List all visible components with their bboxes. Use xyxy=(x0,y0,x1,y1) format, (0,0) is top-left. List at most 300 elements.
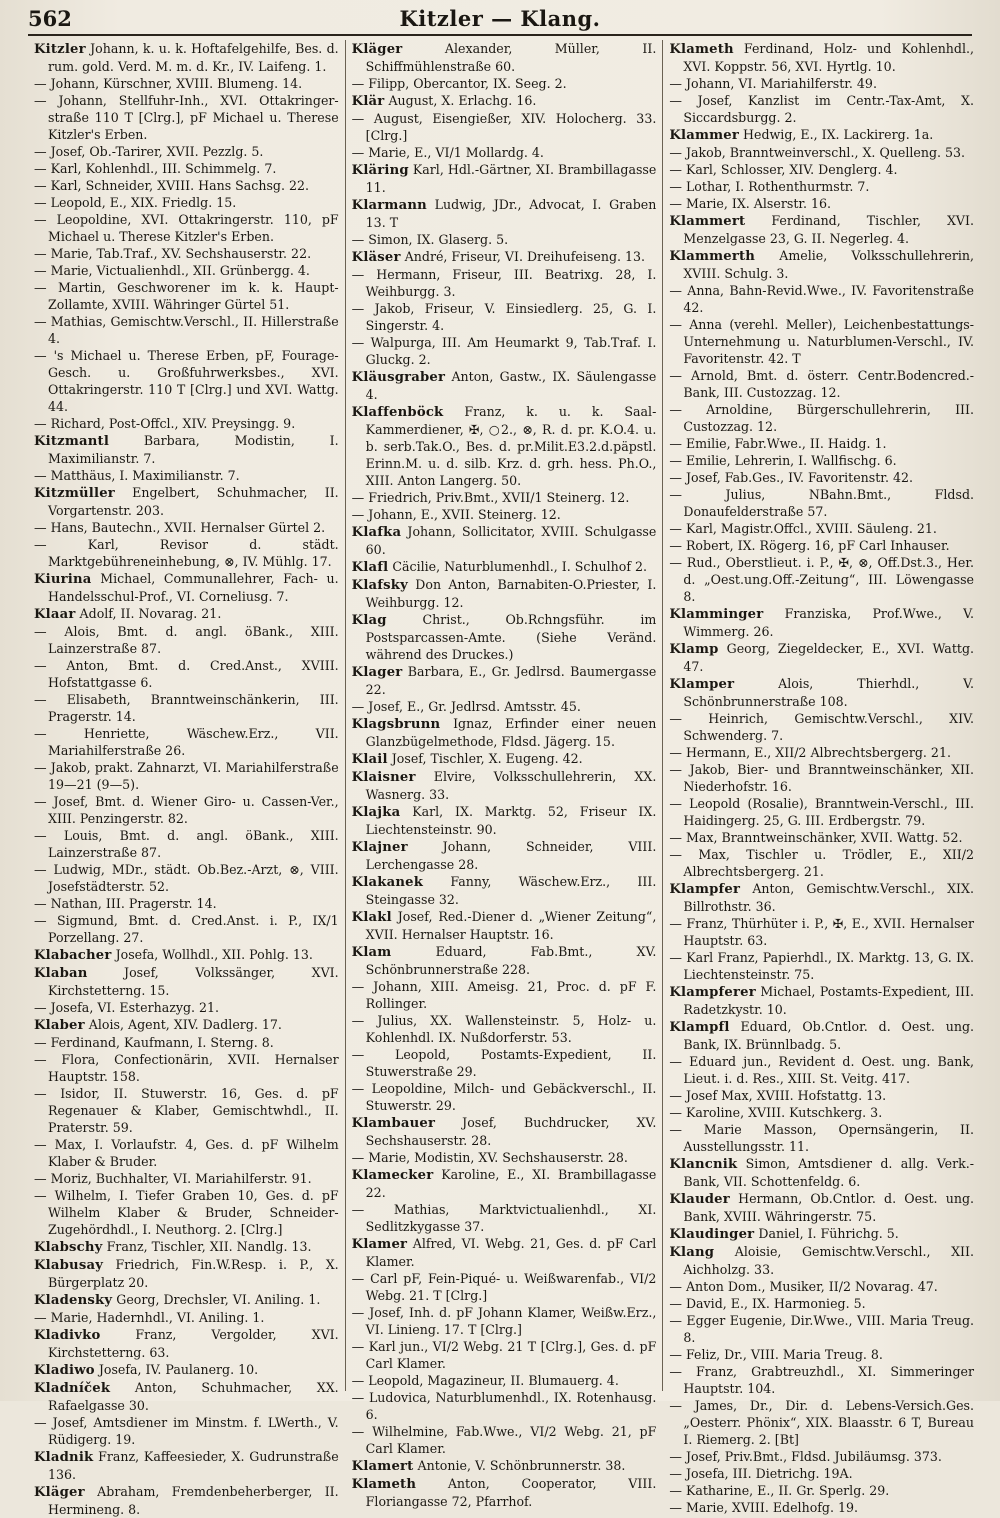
directory-entry xyxy=(352,92,657,110)
entry-text: — Emilie, Fabr.Wwe., II. Haidg. 1. xyxy=(669,436,887,451)
entry-text: Johann, k. u. k. Hoftafelgehilfe, Bes. d. rum. gold. Verd. M. m. d. Kr., IV. Laifeng. 1. xyxy=(48,41,339,74)
entry-text: Georg, Drechsler, VI. Aniling. 1. xyxy=(116,1292,321,1307)
entry-text: — Moriz, Buchhalter, VI. Mariahilferstr. 91. xyxy=(34,1171,312,1186)
entry-text: — Johann, VI. Mariahilferstr. 49. xyxy=(669,76,877,91)
directory-entry xyxy=(669,915,974,949)
entry-text: Karoline, E., XI. Brambillagasse 22. xyxy=(365,1167,657,1200)
directory-entry xyxy=(34,1085,339,1136)
directory-entry xyxy=(34,415,339,432)
directory-entry xyxy=(669,1053,974,1087)
directory-entry xyxy=(352,1475,657,1510)
entry-text: Christ., Ob.Rchngsführ. im Postsparcassen-Amte. (Siehe Veränd. während des Druckes.) xyxy=(365,612,657,662)
directory-entry xyxy=(669,1243,974,1278)
entry-text: — Josef, Fab.Ges., IV. Favoritenstr. 42. xyxy=(669,470,913,485)
entry-text: Karl, Hdl.-Gärtner, XI. Brambillagasse 11. xyxy=(365,162,657,195)
directory-entry xyxy=(669,640,974,675)
directory-entry xyxy=(669,1482,974,1499)
directory-entry xyxy=(669,1363,974,1397)
entry-text: Antonie, V. Schönbrunnerstr. 38. xyxy=(417,1458,626,1473)
directory-entry xyxy=(34,895,339,912)
directory-entry xyxy=(352,943,657,978)
directory-entry xyxy=(352,248,657,266)
entry-surname: Klajka xyxy=(351,805,401,820)
entry-text: Georg, Ziegeldecker, E., XVI. Wattg. 47. xyxy=(683,641,975,674)
entry-text: — Leopold, Postamts-Expedient, II. Stuwerstraße 29. xyxy=(351,1047,657,1079)
directory-entry xyxy=(34,432,339,467)
entry-text: Fanny, Wäschew.Erz., III. Steingasse 32. xyxy=(365,874,657,907)
entry-text: — Katharine, E., II. Gr. Sperlg. 29. xyxy=(669,1483,890,1498)
entry-text: Franz, Tischler, XII. Nandlg. 13. xyxy=(106,1239,312,1254)
directory-entry xyxy=(34,793,339,827)
entry-text: — Filipp, Obercantor, IX. Seeg. 2. xyxy=(351,76,567,91)
entry-text: Josef, Red.-Diener d. „Wiener Zeitung“, XVII. Hernalser Hauptstr. 16. xyxy=(365,909,657,942)
entry-text: Anton, Cooperator, VIII. Floriangasse 72, Pfarrhof. xyxy=(365,1476,657,1509)
directory-entry xyxy=(669,282,974,316)
directory-entry xyxy=(34,725,339,759)
directory-entry xyxy=(352,1304,657,1338)
directory-entry xyxy=(34,211,339,245)
entry-text: — Johann, Stellfuhr-Inh., XVI. Ottakringer-straße 110 T [Clrg.], pF Michael u. Therese Kitzler's Erben. xyxy=(34,93,339,142)
directory-entry xyxy=(352,1012,657,1046)
entry-text: Michael, Postamts-Expedient, III. Radetzkystr. 10. xyxy=(683,984,975,1017)
directory-entry xyxy=(352,1080,657,1114)
directory-entry xyxy=(34,536,339,570)
entry-text: — Isidor, II. Stuwerstr. 16, Ges. d. pF Regenauer & Klaber, Gemischtwhdl., II. Praterstr. 59. xyxy=(34,1086,339,1135)
directory-entry xyxy=(352,558,657,576)
directory-entry xyxy=(34,1483,339,1518)
directory-entry xyxy=(352,978,657,1012)
entry-text: — Jakob, Bier- und Branntweinschänker, XII. Niederhofstr. 16. xyxy=(669,762,975,794)
directory-entry xyxy=(352,1114,657,1149)
directory-entry xyxy=(34,623,339,657)
entry-text: — David, E., IX. Harmonieg. 5. xyxy=(669,1296,866,1311)
entry-surname: Klafl xyxy=(351,560,389,575)
entry-text: Don Anton, Barnabiten-O.Priester, I. Weihburgg. 12. xyxy=(365,577,657,610)
entry-surname: Klaban xyxy=(34,966,88,981)
entry-surname: Klambauer xyxy=(351,1116,436,1131)
entry-text: — Josef, Bmt. d. Wiener Giro- u. Cassen-Ver., XIII. Penzingerstr. 82. xyxy=(34,794,339,826)
entry-text: — Franz, Thürhüter i. P., ✠, E., XVII. Hernalser Hauptstr. 63. xyxy=(669,916,975,948)
directory-entry xyxy=(669,212,974,247)
entry-text: — Karl, Kohlenhdl., III. Schimmelg. 7. xyxy=(34,161,277,176)
entry-surname: Klakanek xyxy=(351,875,424,890)
entry-surname: Kladensky xyxy=(34,1293,113,1308)
entry-surname: Kladníček xyxy=(34,1381,111,1396)
entry-text: — Elisabeth, Branntweinschänkerin, III. Pragerstr. 14. xyxy=(34,692,339,724)
directory-entry xyxy=(669,178,974,195)
entry-surname: Klampfl xyxy=(669,1020,730,1035)
directory-entry xyxy=(669,1155,974,1190)
entry-surname: Kladivko xyxy=(34,1328,101,1343)
entry-text: Josef, Volkssänger, XVI. Kirchstetterng. 15. xyxy=(48,965,339,998)
directory-entry xyxy=(352,1457,657,1475)
entry-surname: Kläring xyxy=(351,163,409,178)
entry-surname: Klamert xyxy=(351,1459,414,1474)
entry-text: — Ludovica, Naturblumenhdl., IX. Rotenhausg. 6. xyxy=(351,1390,657,1422)
directory-entry xyxy=(352,873,657,908)
entry-surname: Kitzmüller xyxy=(34,486,115,501)
column-3 xyxy=(663,40,980,1515)
entry-text: Hedwig, E., IX. Lackirerg. 1a. xyxy=(743,127,934,142)
entry-surname: Kladnik xyxy=(34,1450,94,1465)
entry-text: Aloisie, Gemischtw.Verschl., XII. Aichholzg. 33. xyxy=(683,1244,975,1277)
directory-entry xyxy=(669,161,974,178)
entry-text: Hermann, Ob.Cntlor. d. Oest. ung. Bank, XVIII. Währingerstr. 75. xyxy=(683,1191,975,1224)
directory-entry xyxy=(669,795,974,829)
directory-entry xyxy=(352,523,657,558)
directory-entry xyxy=(669,1465,974,1482)
entry-text: — Robert, IX. Rögerg. 16, pF Carl Inhauser. xyxy=(669,538,950,553)
directory-entry xyxy=(34,1309,339,1326)
directory-entry xyxy=(34,245,339,262)
entry-surname: Klamper xyxy=(669,677,735,692)
directory-entry xyxy=(34,262,339,279)
entry-text: — Karl Franz, Papierhdl., IX. Marktg. 13, G. IX. Liechtensteinstr. 75. xyxy=(669,950,975,982)
entry-text: — Josefa, VI. Esterhazyg. 21. xyxy=(34,1000,220,1015)
directory-entry xyxy=(34,1291,339,1309)
entry-text: Michael, Communallehrer, Fach- u. Handelsschul-Prof., VI. Corneliusg. 7. xyxy=(48,571,339,604)
entry-surname: Kläser xyxy=(351,250,401,265)
entry-text: — Sigmund, Bmt. d. Cred.Anst. i. P., IX/1 Porzellang. 27. xyxy=(34,913,339,945)
entry-text: André, Friseur, VI. Dreihufeiseng. 13. xyxy=(404,249,646,264)
directory-entry xyxy=(34,1256,339,1291)
entry-text: Ferdinand, Holz- und Kohlenhdl., XVI. Koppstr. 56, XVI. Hyrtlg. 10. xyxy=(683,41,975,74)
entry-text: — Marie Masson, Opernsängerin, II. Ausstellungsstr. 11. xyxy=(669,1122,975,1154)
entry-text: — Max, Tischler u. Trödler, E., XII/2 Albrechtsbergerg. 21. xyxy=(669,847,975,879)
directory-entry xyxy=(352,144,657,161)
directory-entry xyxy=(669,520,974,537)
entry-surname: Klabacher xyxy=(34,948,112,963)
directory-entry xyxy=(34,347,339,415)
directory-entry xyxy=(34,1170,339,1187)
directory-entry xyxy=(352,803,657,838)
entry-surname: Klamecker xyxy=(351,1168,434,1183)
entry-text: — Arnoldine, Bürgerschullehrerin, III. Custozzag. 12. xyxy=(669,402,975,434)
entry-surname: Klancnik xyxy=(669,1157,738,1172)
entry-text: — Josef Max, XVIII. Hofstattg. 13. xyxy=(669,1088,887,1103)
columns xyxy=(28,40,980,1517)
entry-text: Josefa, IV. Paulanerg. 10. xyxy=(98,1362,259,1377)
entry-surname: Klaudinger xyxy=(669,1227,755,1242)
directory-entry xyxy=(34,964,339,999)
directory-entry xyxy=(352,110,657,144)
entry-text: Daniel, I. Führichg. 5. xyxy=(758,1226,899,1241)
directory-entry xyxy=(352,231,657,248)
directory-entry xyxy=(352,838,657,873)
entry-surname: Kiurina xyxy=(34,572,92,587)
entry-text: — Egger Eugenie, Dir.Wwe., VIII. Maria Treug. 8. xyxy=(669,1313,975,1345)
directory-entry xyxy=(34,827,339,861)
directory-entry xyxy=(34,1051,339,1085)
directory-entry xyxy=(34,570,339,605)
entry-surname: Klauder xyxy=(669,1192,730,1207)
entry-text: — Mathias, Gemischtw.Verschl., II. Hillerstraße 4. xyxy=(34,314,339,346)
entry-surname: Klajner xyxy=(351,840,408,855)
directory-entry xyxy=(34,177,339,194)
directory-entry xyxy=(352,1270,657,1304)
directory-entry xyxy=(34,519,339,536)
entry-text: Ignaz, Erfinder einer neuen Glanzbügelmethode, Fldsd. Jägerg. 15. xyxy=(365,716,657,749)
entry-text: — Leopold, Magazineur, II. Blumauerg. 4. xyxy=(351,1373,619,1388)
directory-entry xyxy=(669,1499,974,1516)
entry-surname: Klail xyxy=(351,752,388,767)
page-header xyxy=(28,6,972,36)
entry-text: — Friedrich, Priv.Bmt., XVII/1 Steinerg. 12. xyxy=(351,490,630,505)
directory-entry xyxy=(34,194,339,211)
entry-text: Adolf, II. Novarag. 21. xyxy=(79,606,222,621)
directory-entry xyxy=(352,489,657,506)
entry-text: Simon, Amtsdiener d. allg. Verk.-Bank, VII. Schottenfeldg. 6. xyxy=(683,1156,974,1189)
page-title: Kitzler — Klang. xyxy=(399,6,601,31)
entry-surname: Kläusgraber xyxy=(351,370,446,385)
directory-entry xyxy=(669,537,974,554)
directory-entry xyxy=(669,1018,974,1053)
directory-entry xyxy=(669,710,974,744)
entry-text: — Richard, Post-Offcl., XIV. Preysingg. 9. xyxy=(34,416,296,431)
entry-surname: Klampfer xyxy=(669,882,741,897)
entry-text: Cäcilie, Naturblumenhdl., I. Schulhof 2. xyxy=(392,559,648,574)
entry-text: — Wilhelmine, Fab.Wwe., VI/2 Webg. 21, pF Carl Klamer. xyxy=(351,1424,657,1456)
directory-entry xyxy=(352,663,657,698)
directory-entry xyxy=(34,1016,339,1034)
directory-entry xyxy=(352,1201,657,1235)
directory-entry xyxy=(352,715,657,750)
entry-text: — Anna (verehl. Meller), Leichenbestattungs-Unternehmung u. Naturblumen-Verschl., IV. Favoritenstr. 42. T xyxy=(669,317,975,366)
entry-text: — Josef, Inh. d. pF Johann Klamer, Weißw.Erz., VI. Linieng. 17. T [Clrg.] xyxy=(351,1305,657,1337)
entry-text: — Max, I. Vorlaufstr. 4, Ges. d. pF Wilhelm Klaber & Bruder. xyxy=(34,1137,339,1169)
directory-entry xyxy=(34,467,339,484)
entry-surname: Klamminger xyxy=(669,607,764,622)
entry-text: — Karoline, XVIII. Kutschkerg. 3. xyxy=(669,1105,883,1120)
entry-text: — Karl, Schneider, XVIII. Hans Sachsg. 22. xyxy=(34,178,310,193)
entry-text: — Lothar, I. Rothenthurmstr. 7. xyxy=(669,179,870,194)
directory-entry xyxy=(669,1225,974,1243)
entry-text: — Karl, Schlosser, XIV. Denglerg. 4. xyxy=(669,162,898,177)
entry-text: — Anton Dom., Musiker, II/2 Novarag. 47. xyxy=(669,1279,938,1294)
entry-text: — Louis, Bmt. d. angl. öBank., XIII. Lainzerstraße 87. xyxy=(34,828,339,860)
directory-entry xyxy=(669,761,974,795)
entry-text: Ferdinand, Tischler, XVI. Menzelgasse 23, G. II. Negerleg. 4. xyxy=(683,213,975,246)
entry-text: — Marie, Hadernhdl., VI. Aniling. 1. xyxy=(34,1310,265,1325)
directory-entry xyxy=(34,759,339,793)
directory-entry xyxy=(352,1166,657,1201)
entry-text: — Josef, Ob.-Tarirer, XVII. Pezzlg. 5. xyxy=(34,144,264,159)
directory-entry xyxy=(352,1372,657,1389)
entry-text: — Marie, Tab.Traf., XV. Sechshauserstr. 22. xyxy=(34,246,312,261)
directory-entry xyxy=(34,861,339,895)
directory-entry xyxy=(669,1190,974,1225)
directory-entry xyxy=(669,983,974,1018)
directory-entry xyxy=(34,1136,339,1170)
directory-entry xyxy=(669,195,974,212)
entry-surname: Kitzler xyxy=(34,42,86,57)
entry-text: Alfred, VI. Webg. 21, Ges. d. pF Carl Klamer. xyxy=(365,1236,657,1269)
directory-entry xyxy=(352,1235,657,1270)
entry-text: Abraham, Fremdenbeherberger, II. Hermineng. 8. xyxy=(48,1484,339,1517)
directory-entry xyxy=(669,605,974,640)
directory-entry xyxy=(669,435,974,452)
directory-entry xyxy=(669,469,974,486)
entry-text: — Leopold, E., XIX. Friedlg. 15. xyxy=(34,195,237,210)
entry-text: — Simon, IX. Glaserg. 5. xyxy=(351,232,509,247)
entry-text: — Henriette, Wäschew.Erz., VII. Mariahilferstraße 26. xyxy=(34,726,339,758)
directory-entry xyxy=(34,484,339,519)
entry-surname: Kläger xyxy=(34,1485,85,1500)
entry-text: — Julius, NBahn.Bmt., Fldsd. Donaufelderstraße 57. xyxy=(669,487,975,519)
entry-text: — James, Dr., Dir. d. Lebens-Versich.Ges. „Oesterr. Phönix“, XIX. Blaasstr. 6 T, Bureau I. Riemerg. 2. [Bt] xyxy=(669,1398,975,1447)
directory-entry xyxy=(669,92,974,126)
directory-entry xyxy=(669,144,974,161)
directory-entry xyxy=(352,768,657,803)
entry-text: Alois, Thierhdl., V. Schönbrunnerstraße 108. xyxy=(683,676,975,709)
entry-text: — Josef, Kanzlist im Centr.-Tax-Amt, X. Siccardsburgg. 2. xyxy=(669,93,975,125)
directory-entry xyxy=(669,1087,974,1104)
entry-surname: Klameth xyxy=(669,42,734,57)
directory-entry xyxy=(669,1397,974,1448)
entry-text: Friedrich, Fin.W.Resp. i. P., X. Bürgerplatz 20. xyxy=(48,1257,339,1290)
entry-text: — Leopoldine, XVI. Ottakringerstr. 110, pF Michael u. Therese Kitzler's Erben. xyxy=(34,212,339,244)
entry-text: — Ludwig, MDr., städt. Ob.Bez.-Arzt, ⊗, VIII. Josefstädterstr. 52. xyxy=(34,862,339,894)
entry-text: — Wilhelm, I. Tiefer Graben 10, Ges. d. pF Wilhelm Klaber & Bruder, Schneider-Zugehördhdl., I. Neuthorg. 2. [Clrg.] xyxy=(34,1188,339,1237)
entry-text: — 's Michael u. Therese Erben, pF, Fourage-Gesch. u. Großfuhrwerksbes., XVI. Ottakringerstr. 110 T [Clrg.] und XVI. Wattg. 44. xyxy=(34,348,339,414)
entry-text: — Karl, Magistr.Offcl., XVIII. Säuleng. 21. xyxy=(669,521,937,536)
directory-entry xyxy=(669,1295,974,1312)
entry-text: — Jakob, Branntweinverschl., X. Quelleng. 53. xyxy=(669,145,966,160)
directory-entry xyxy=(34,160,339,177)
directory-entry xyxy=(669,367,974,401)
directory-entry xyxy=(669,880,974,915)
entry-text: — Josef, E., Gr. Jedlrsd. Amtsstr. 45. xyxy=(351,699,581,714)
entry-text: Eduard, Ob.Cntlor. d. Oest. ung. Bank, IX. Brünnlbadg. 5. xyxy=(683,1019,975,1052)
directory-entry xyxy=(352,334,657,368)
directory-entry xyxy=(34,1414,339,1448)
entry-text: August, X. Erlachg. 16. xyxy=(388,93,537,108)
directory-entry xyxy=(352,1389,657,1423)
directory-entry xyxy=(669,744,974,761)
directory-entry xyxy=(34,1361,339,1379)
entry-text: Karl, IX. Marktg. 52, Friseur IX. Liechtensteinstr. 90. xyxy=(365,804,657,837)
directory-entry xyxy=(669,846,974,880)
directory-entry xyxy=(34,912,339,946)
entry-text: Ludwig, JDr., Advocat, I. Graben 13. T xyxy=(365,197,657,230)
entry-text: — Julius, XX. Wallensteinstr. 5, Holz- u. Kohlenhdl. IX. Nußdorferstr. 53. xyxy=(351,1013,657,1045)
entry-text: — Johann, Kürschner, XVIII. Blumeng. 14. xyxy=(34,76,303,91)
directory-entry xyxy=(352,576,657,611)
directory-entry xyxy=(669,1121,974,1155)
directory-entry xyxy=(34,946,339,964)
entry-surname: Klabusay xyxy=(34,1258,104,1273)
entry-text: — Heinrich, Gemischtw.Verschl., XIV. Schwenderg. 7. xyxy=(669,711,975,743)
directory-entry xyxy=(669,40,974,75)
entry-text: Franz, Vergolder, XVI. Kirchstetterng. 63. xyxy=(48,1327,339,1360)
entry-text: — Ferdinand, Kaufmann, I. Sterng. 8. xyxy=(34,1035,274,1050)
entry-text: — Eduard jun., Revident d. Oest. ung. Bank, Lieut. i. d. Res., XIII. St. Veitg. 417. xyxy=(669,1054,975,1086)
directory-entry xyxy=(34,1034,339,1051)
entry-text: Josefa, Wollhdl., XII. Pohlg. 13. xyxy=(115,947,313,962)
directory-entry xyxy=(669,1312,974,1346)
directory-entry xyxy=(34,143,339,160)
entry-text: Alexander, Müller, II. Schiffmühlenstraße 60. xyxy=(365,41,657,74)
entry-surname: Klaffenböck xyxy=(351,405,444,420)
entry-text: — Marie, Modistin, XV. Sechshauserstr. 28. xyxy=(351,1150,628,1165)
entry-text: Anton, Gastw., IX. Säulengasse 4. xyxy=(365,369,657,402)
directory-entry xyxy=(34,999,339,1016)
directory-entry xyxy=(352,403,657,489)
entry-text: — Karl, Revisor d. städt. Marktgebühreneinhebung, ⊗, IV. Mühlg. 17. xyxy=(34,537,339,569)
entry-surname: Klaar xyxy=(34,607,76,622)
directory-entry xyxy=(669,401,974,435)
directory-entry xyxy=(34,1238,339,1256)
directory-entry xyxy=(352,1338,657,1372)
directory-entry xyxy=(669,1448,974,1465)
directory-entry xyxy=(34,40,339,75)
directory-entry xyxy=(352,1149,657,1166)
directory-entry xyxy=(352,40,657,75)
directory-entry xyxy=(669,1104,974,1121)
directory-entry xyxy=(352,368,657,403)
directory-entry xyxy=(669,1278,974,1295)
directory-entry xyxy=(34,92,339,143)
entry-surname: Klammerth xyxy=(669,249,756,264)
column-2 xyxy=(346,40,664,1509)
entry-text: — Mathias, Marktvictualienhdl., XI. Sedlitzkygasse 37. xyxy=(351,1202,657,1234)
directory-entry xyxy=(34,75,339,92)
entry-surname: Klang xyxy=(669,1245,715,1260)
entry-surname: Klabschy xyxy=(34,1240,103,1255)
directory-entry xyxy=(34,313,339,347)
directory-entry xyxy=(669,316,974,367)
directory-entry xyxy=(352,750,657,768)
directory-entry xyxy=(669,554,974,605)
entry-text: — Hans, Bautechn., XVII. Hernalser Gürtel 2. xyxy=(34,520,326,535)
entry-surname: Klam xyxy=(351,945,392,960)
entry-text: Franziska, Prof.Wwe., V. Wimmerg. 26. xyxy=(683,606,975,639)
entry-surname: Klaber xyxy=(34,1018,85,1033)
directory-entry xyxy=(34,1379,339,1414)
entry-text: Anton, Gemischtw.Verschl., XIX. Billrothstr. 36. xyxy=(683,881,975,914)
entry-text: — Alois, Bmt. d. angl. öBank., XIII. Lainzerstraße 87. xyxy=(34,624,339,656)
directory-entry xyxy=(352,506,657,523)
entry-text: — Walpurga, III. Am Heumarkt 9, Tab.Traf. I. Gluckg. 2. xyxy=(351,335,657,367)
entry-surname: Klafsky xyxy=(351,578,408,593)
directory-entry xyxy=(352,196,657,231)
entry-text: — Johann, XIII. Ameisg. 21, Proc. d. pF F. Rollinger. xyxy=(351,979,657,1011)
directory-entry xyxy=(669,829,974,846)
entry-text: — Leopoldine, Milch- und Gebäckverschl., II. Stuwerstr. 29. xyxy=(351,1081,657,1113)
entry-surname: Klag xyxy=(351,613,387,628)
directory-entry xyxy=(352,1423,657,1457)
directory-entry xyxy=(352,161,657,196)
directory-entry xyxy=(669,1346,974,1363)
directory-entry xyxy=(669,949,974,983)
entry-surname: Klarmann xyxy=(351,198,427,213)
directory-entry xyxy=(34,279,339,313)
entry-text: — Anton, Bmt. d. Cred.Anst., XVIII. Hofstattgasse 6. xyxy=(34,658,339,690)
directory-entry xyxy=(352,611,657,663)
entry-surname: Klamer xyxy=(351,1237,408,1252)
entry-surname: Kladiwo xyxy=(34,1363,95,1378)
entry-text: Josef, Buchdrucker, XV. Sechshauserstr. 28. xyxy=(365,1115,657,1148)
directory-entry xyxy=(352,266,657,300)
directory-entry xyxy=(352,300,657,334)
entry-text: — Josefa, III. Dietrichg. 19A. xyxy=(669,1466,853,1481)
column-1 xyxy=(28,40,346,1517)
entry-text: — Arnold, Bmt. d. österr. Centr.Bodencred.-Bank, III. Custozzag. 12. xyxy=(669,368,975,400)
entry-text: — Josef, Priv.Bmt., Fldsd. Jubiläumsg. 373. xyxy=(669,1449,942,1464)
entry-surname: Klager xyxy=(351,665,403,680)
directory-entry xyxy=(669,486,974,520)
entry-surname: Klameth xyxy=(351,1477,417,1492)
